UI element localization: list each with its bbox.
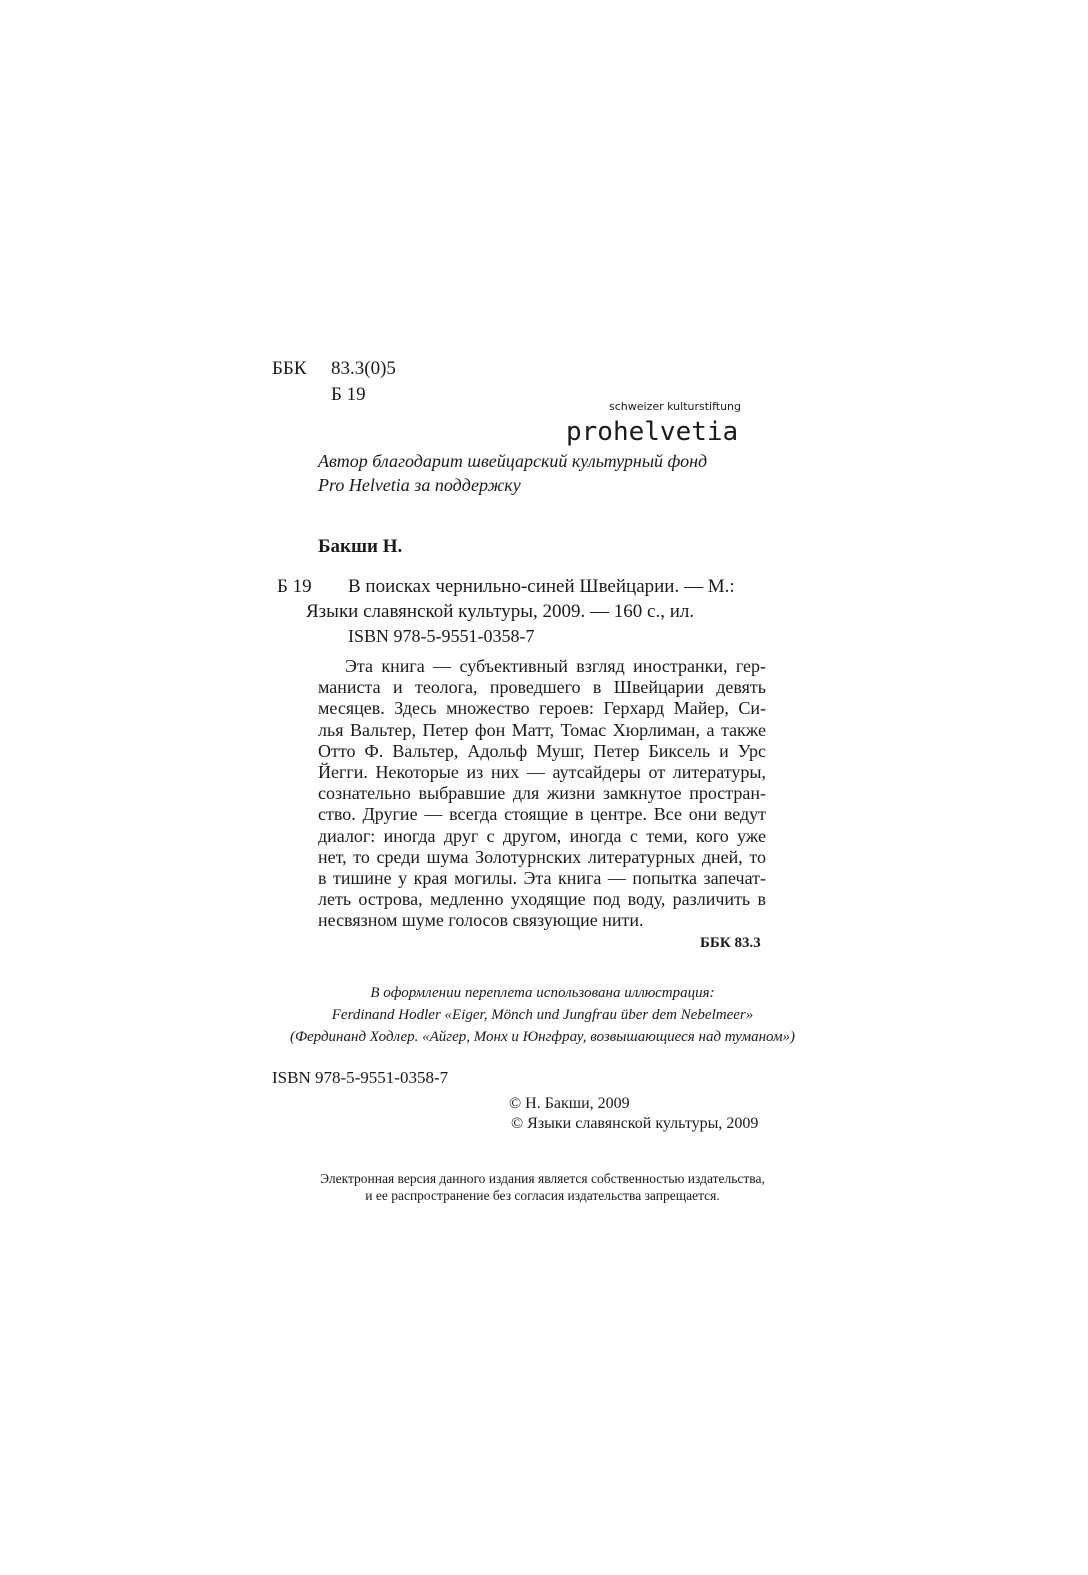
isbn-inline: ISBN 978-5-9551-0358-7 bbox=[348, 626, 535, 646]
illustration-line: Ferdinand Hodler «Eiger, Mönch und Jungfrau über dem Nebelmeer» bbox=[331, 1007, 754, 1023]
catalog-code: Б 19 bbox=[277, 576, 312, 597]
illustration-credit bbox=[270, 982, 815, 1048]
annotation-line: леть острова, медленно уходящие под воду, различить в bbox=[318, 889, 766, 910]
biblio-title-line: В поисках чернильно-синей Швейцарии. — М.: bbox=[348, 576, 735, 597]
copyright-author: © Н. Бакши, 2009 bbox=[509, 1095, 630, 1112]
biblio-publisher-line: Языки славянской культуры, 2009. — 160 с., ил. bbox=[306, 601, 695, 622]
annotation-line: лья Вальтер, Петер фон Матт, Томас Хюрлиман, а также bbox=[318, 719, 766, 740]
annotation-line: Йегги. Некоторые из них — аутсайдеры от литературы, bbox=[318, 761, 766, 782]
prohelvetia-logo: prohelvetia bbox=[566, 417, 739, 447]
logo-subtitle: schweizer kulturstiftung bbox=[609, 400, 742, 413]
annotation-line: Отто Ф. Вальтер, Адольф Мушг, Петер Биксель и Урс bbox=[318, 740, 766, 761]
annotation-line: нет, то среди шума Золотурнских литературных дней, то bbox=[318, 846, 766, 867]
annotation-line: несвязном шуме голосов связующие нити. bbox=[318, 910, 644, 931]
bibliographic-entry bbox=[306, 574, 778, 624]
notice-line: Электронная версия данного издания является собственностью издательства, bbox=[320, 1171, 765, 1186]
copyright-publisher: © Языки славянской культуры, 2009 bbox=[511, 1115, 759, 1132]
rights-notice bbox=[270, 1170, 815, 1204]
annotation-line: Эта книга — субъективный взгляд иностранки, гер- bbox=[345, 656, 766, 676]
annotation bbox=[318, 656, 766, 931]
author-heading: Бакши Н. bbox=[318, 536, 403, 557]
bbk-block bbox=[272, 358, 396, 380]
bbk-code: 83.3(0)5 bbox=[331, 358, 396, 379]
annotation-line: месяцев. Здесь множество героев: Герхард Майер, Си- bbox=[318, 698, 766, 719]
acknowledgement-line: Pro Helvetia за поддержку bbox=[318, 475, 521, 495]
bbk-short: ББК 83.3 bbox=[700, 935, 761, 951]
author-mark: Б 19 bbox=[331, 384, 366, 405]
notice-line: и ее распространение без согласия издательства запрещается. bbox=[365, 1188, 720, 1203]
annotation-line: в тишине у края могилы. Эта книга — попытка запечат- bbox=[318, 867, 766, 888]
illustration-line: В оформлении переплета использована иллюстрация: bbox=[370, 985, 715, 1001]
annotation-line: сознательно выбравшие для жизни замкнутое простран- bbox=[318, 783, 766, 804]
acknowledgement-line: Автор благодарит швейцарский культурный фонд bbox=[318, 451, 708, 471]
bbk-label: ББК bbox=[272, 358, 307, 379]
illustration-line: (Фердинанд Ходлер. «Айгер, Монх и Юнгфрау, возвышающиеся над туманом») bbox=[289, 1029, 796, 1045]
acknowledgement bbox=[318, 449, 748, 497]
annotation-line: маниста и теолога, проведшего в Швейцарии девять bbox=[318, 677, 766, 698]
annotation-line: ство. Другие — всегда стоящие в центре. Все они ведут bbox=[318, 804, 766, 825]
isbn: ISBN 978-5-9551-0358-7 bbox=[272, 1068, 449, 1087]
annotation-line: диалог: иногда друг с другом, иногда с теми, кого уже bbox=[318, 825, 766, 846]
